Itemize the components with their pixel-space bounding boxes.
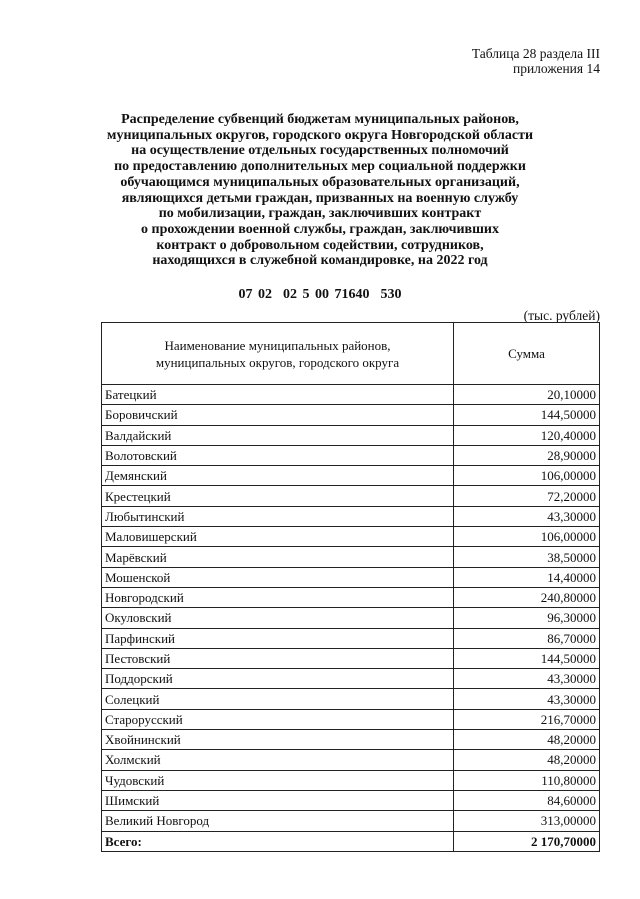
table-reference-line-2: приложения 14 [512, 61, 600, 76]
title-line: по предоставлению дополнительных мер социальной поддержки [114, 159, 526, 175]
district-name: Парфинский [102, 628, 454, 648]
district-sum: 106,00000 [454, 527, 600, 547]
district-sum: 43,30000 [454, 506, 600, 526]
column-header-sum: Сумма [454, 323, 600, 385]
district-sum: 20,10000 [454, 385, 600, 405]
table-row [102, 730, 600, 750]
budget-classification-code: 07 02 02 5 00 71640 530 [238, 287, 402, 302]
district-sum: 43,30000 [454, 669, 600, 689]
district-sum: 28,90000 [454, 445, 600, 465]
table-row [102, 750, 600, 770]
district-sum: 120,40000 [454, 425, 600, 445]
district-name: Поддорский [102, 669, 454, 689]
table-row [102, 385, 600, 405]
title-line: о прохождении военной службы, граждан, заключивших [141, 221, 499, 237]
district-name: Шимский [102, 790, 454, 810]
table-reference-line-1: Таблица 28 раздела III [471, 46, 600, 61]
table-row [102, 567, 600, 587]
column-header-name [102, 323, 454, 385]
district-name: Валдайский [102, 425, 454, 445]
table-row [102, 425, 600, 445]
table-row [102, 628, 600, 648]
table-row [102, 709, 600, 729]
district-name: Демянский [102, 466, 454, 486]
table-row [102, 486, 600, 506]
district-name: Волотовский [102, 445, 454, 465]
district-name: Великий Новгород [102, 811, 454, 831]
distribution-table [101, 322, 600, 852]
district-name: Крестецкий [102, 486, 454, 506]
district-name: Марёвский [102, 547, 454, 567]
table-row [102, 547, 600, 567]
table-row [102, 608, 600, 628]
title-line: являющихся детьми граждан, призванных на военную службу [121, 190, 519, 206]
district-sum: 110,80000 [454, 770, 600, 790]
district-sum: 106,00000 [454, 466, 600, 486]
district-name: Пестовский [102, 648, 454, 668]
table-row [102, 405, 600, 425]
district-name: Боровичский [102, 405, 454, 425]
district-sum: 38,50000 [454, 547, 600, 567]
district-name: Старорусский [102, 709, 454, 729]
title-line: Распределение субвенций бюджетам муниципальных районов, [121, 112, 519, 127]
district-sum: 216,70000 [454, 709, 600, 729]
table-row [102, 669, 600, 689]
title-line: находящихся в служебной командировке, на 2022 год [152, 253, 488, 269]
district-sum: 313,00000 [454, 811, 600, 831]
district-sum: 48,20000 [454, 750, 600, 770]
district-name: Любытинский [102, 506, 454, 526]
district-sum: 96,30000 [454, 608, 600, 628]
title-line: обучающимся муниципальных образовательных организаций, [120, 174, 520, 190]
district-name: Хвойнинский [102, 730, 454, 750]
table-reference [380, 46, 600, 76]
district-name: Маловишерский [102, 527, 454, 547]
table-row [102, 466, 600, 486]
total-sum: 2 170,70000 [454, 831, 600, 851]
district-sum: 144,50000 [454, 405, 600, 425]
district-sum: 43,30000 [454, 689, 600, 709]
column-header-name-line-2: муниципальных округов, городского округа [155, 354, 400, 370]
table-row [102, 527, 600, 547]
district-sum: 144,50000 [454, 648, 600, 668]
table-row [102, 770, 600, 790]
district-name: Холмский [102, 750, 454, 770]
table-row [102, 811, 600, 831]
table-row [102, 445, 600, 465]
district-name: Батецкий [102, 385, 454, 405]
district-sum: 86,70000 [454, 628, 600, 648]
table-row [102, 790, 600, 810]
table-header-row [102, 323, 600, 385]
total-label: Всего: [102, 831, 454, 851]
table-row [102, 587, 600, 607]
district-sum: 84,60000 [454, 790, 600, 810]
district-name: Мошенской [102, 567, 454, 587]
title-line: на осуществление отдельных государственных полномочий [131, 143, 509, 159]
district-sum: 14,40000 [454, 567, 600, 587]
district-name: Чудовский [102, 770, 454, 790]
district-name: Новгородский [102, 587, 454, 607]
document-title [60, 112, 580, 269]
district-sum: 240,80000 [454, 587, 600, 607]
units-label: (тыс. рублей) [523, 308, 600, 323]
column-header-name-line-1: Наименование муниципальных районов, [164, 337, 391, 353]
district-sum: 72,20000 [454, 486, 600, 506]
table-total-row [102, 831, 600, 851]
district-name: Окуловский [102, 608, 454, 628]
title-line: по мобилизации, граждан, заключивших контракт [158, 206, 482, 222]
district-sum: 48,20000 [454, 730, 600, 750]
title-line: контракт о добровольном содействии, сотрудников, [156, 237, 484, 253]
title-line: муниципальных округов, городского округа Новгородской области [106, 127, 534, 143]
table-row [102, 648, 600, 668]
table-row [102, 506, 600, 526]
table-row [102, 689, 600, 709]
district-name: Солецкий [102, 689, 454, 709]
